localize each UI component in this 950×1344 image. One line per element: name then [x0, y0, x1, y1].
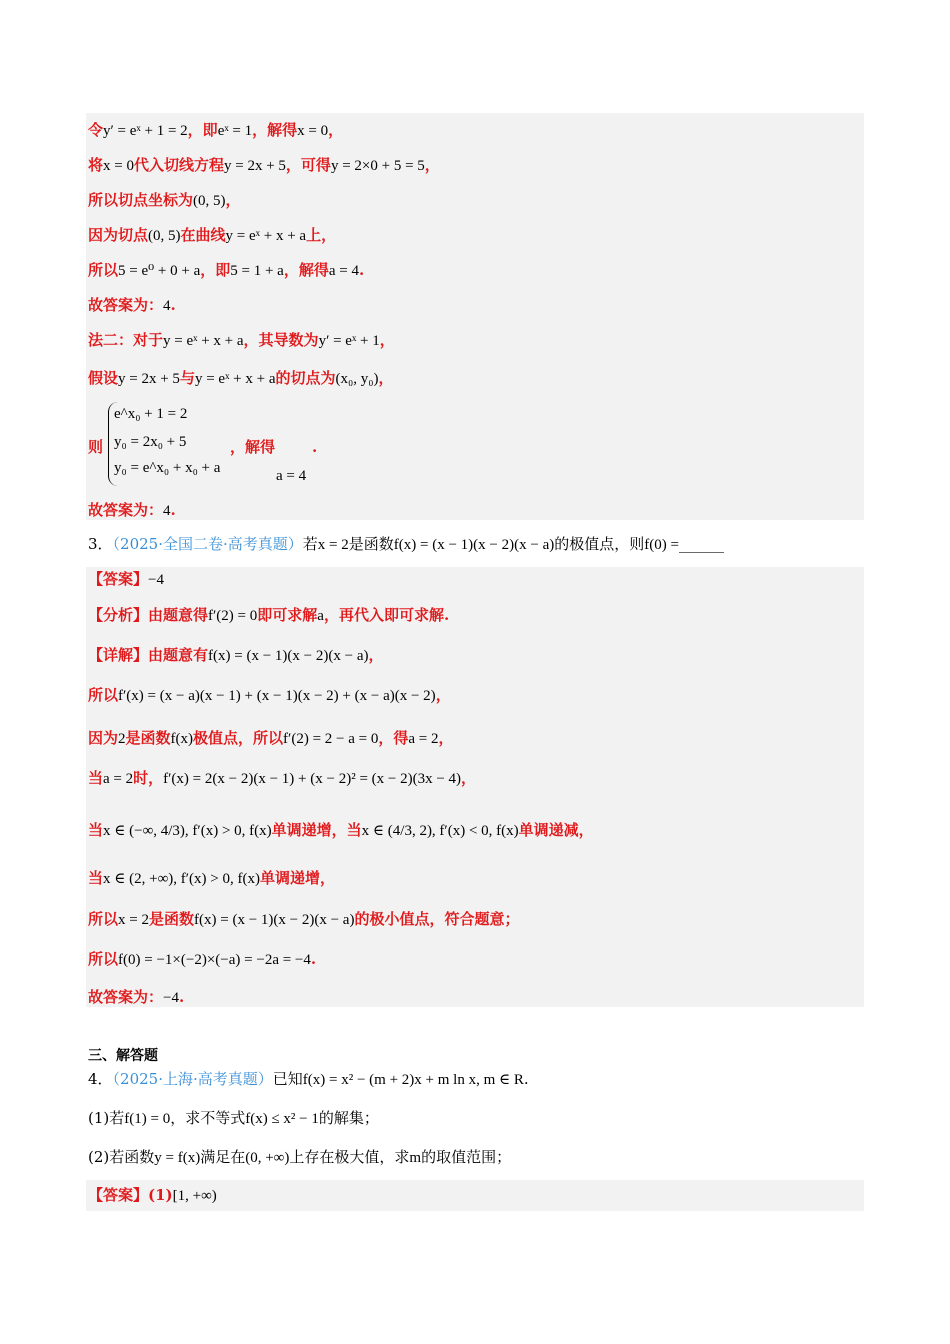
q2-line-9-period: .: [312, 438, 318, 456]
q2-line-3: 所以切点坐标为(0, 5)，: [88, 191, 241, 209]
q3-detail-1: 【详解】由题意有f(x) = (x − 1)(x − 2)(x − a)，: [88, 646, 384, 664]
q3-detail-8: 所以f(0) = −1×(−2)×(−a) = −2a = −4.: [88, 950, 317, 968]
q2-line-9-result: a = 4: [276, 468, 307, 484]
q2-line-4: 因为切点(0, 5)在曲线y = eˣ + x + a上，: [88, 226, 337, 244]
q3-detail-7: 所以x = 2是函数f(x) = (x − 1)(x − 2)(x − a)的极小值点，符合题意；: [88, 910, 520, 928]
q4-answer: 【答案】(1)[1, +∞): [88, 1186, 217, 1204]
q2-line-8: 假设y = 2x + 5与y = eˣ + x + a的切点为(x₀, y₀)，: [88, 369, 394, 387]
q3-detail-3: 因为2是函数f(x)极值点，所以f′(2) = 2 − a = 0，得a = 2，: [88, 729, 454, 747]
q3-analysis: 【分析】由题意得f′(2) = 0即可求解a，再代入即可求解.: [88, 606, 450, 624]
q3-detail-5: 当x ∈ (−∞, 4/3), f′(x) > 0, f(x)单调递增，当x ∈ (4/3, 2), f′(x) < 0, f(x)单调递减，: [88, 821, 594, 839]
q3-stem: 3．（2025·全国二卷·高考真题）若x = 2是函数f(x) = (x − 1)(x − 2)(x − a)的极值点，则f(0) =______: [88, 535, 724, 553]
q3-detail-6: 当x ∈ (2, +∞), f′(x) > 0, f(x)单调递增，: [88, 869, 335, 887]
q3-detail-9: 故答案为：−4.: [88, 988, 185, 1006]
q2-line-9-label: 则: [88, 438, 104, 456]
equation-1: e^x₀ + 1 = 2: [114, 406, 188, 422]
q3-answer: 【答案】−4: [88, 570, 164, 588]
q2-line-5: 所以5 = e⁰ + 0 + a，即5 = 1 + a，解得a = 4.: [88, 261, 365, 279]
q4-stem: 4．（2025·上海·高考真题）已知f(x) = x² − (m + 2)x + m ln x, m ∈ R.: [88, 1070, 529, 1088]
q2-line-10: 故答案为：4.: [88, 501, 176, 519]
q2-line-9-solve: ，解得: [230, 438, 276, 456]
equation-2: y₀ = 2x₀ + 5: [114, 434, 187, 450]
q2-line-6: 故答案为：4.: [88, 296, 176, 314]
q3-detail-2: 所以f′(x) = (x − a)(x − 1) + (x − 1)(x − 2) + (x − a)(x − 2)，: [88, 686, 451, 704]
q2-line-1: 令y′ = eˣ + 1 = 2，即eˣ = 1，解得x = 0，: [88, 121, 344, 139]
q2-line-2: 将x = 0代入切线方程y = 2x + 5，可得y = 2×0 + 5 = 5，: [88, 156, 440, 174]
q4-part-2: (2)若函数y = f(x)满足在(0, +∞)上存在极大值，求m的取值范围；: [88, 1148, 512, 1166]
q3-detail-4: 当a = 2时，f′(x) = 2(x − 2)(x − 1) + (x − 2)² = (x − 2)(3x − 4)，: [88, 769, 477, 787]
section-title: 三、解答题: [88, 1048, 158, 1064]
equation-3: y₀ = e^x₀ + x₀ + a: [114, 460, 221, 476]
q2-line-7: 法二：对于y = eˣ + x + a，其导数为y′ = eˣ + 1，: [88, 331, 395, 349]
q4-part-1: (1)若f(1) = 0，求不等式f(x) ≤ x² − 1的解集；: [88, 1109, 379, 1127]
